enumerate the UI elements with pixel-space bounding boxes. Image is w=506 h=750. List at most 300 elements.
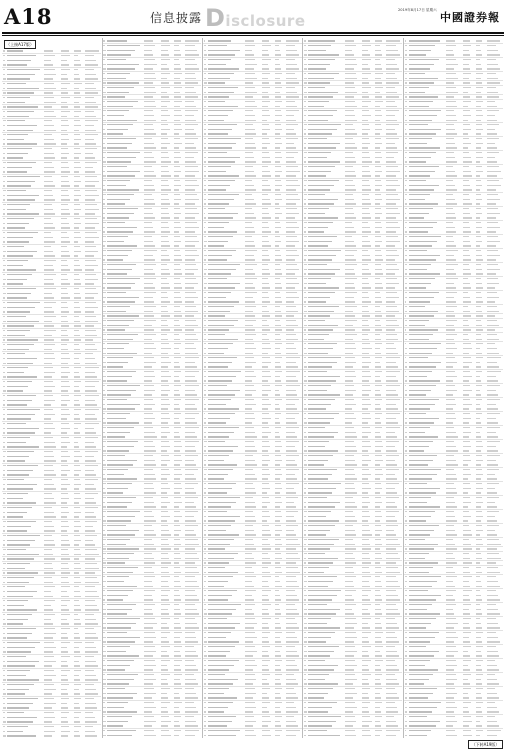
table-cell bbox=[61, 456, 70, 457]
table-cell bbox=[185, 292, 196, 293]
table-cell bbox=[144, 68, 153, 69]
table-cell bbox=[174, 586, 181, 587]
table-cell bbox=[61, 74, 67, 75]
table-cell bbox=[103, 399, 105, 400]
table-cell bbox=[107, 511, 140, 512]
table-cell bbox=[61, 596, 69, 597]
table-cell bbox=[3, 535, 6, 536]
table-cell bbox=[174, 194, 180, 195]
table-cell bbox=[7, 516, 23, 517]
table-cell bbox=[161, 371, 169, 372]
table-cell bbox=[185, 478, 196, 479]
table-cell bbox=[144, 54, 153, 55]
table-cell bbox=[107, 166, 126, 167]
table-cell bbox=[107, 334, 137, 335]
table-cell bbox=[107, 217, 129, 218]
table-cell bbox=[61, 535, 68, 536]
table-cell bbox=[44, 97, 54, 98]
table-cell bbox=[44, 442, 55, 443]
table-cell bbox=[144, 236, 151, 237]
table-cell bbox=[174, 637, 179, 638]
table-cell bbox=[103, 175, 105, 176]
table-cell bbox=[161, 693, 167, 694]
table-cell bbox=[161, 161, 170, 162]
table-cell bbox=[144, 59, 155, 60]
table-cell bbox=[103, 241, 106, 242]
table-cell bbox=[3, 628, 5, 629]
table-cell bbox=[174, 455, 180, 456]
table-cell bbox=[161, 273, 170, 274]
table-cell bbox=[61, 721, 68, 722]
table-cell bbox=[107, 199, 129, 200]
table-cell bbox=[161, 315, 169, 316]
table-cell bbox=[107, 194, 134, 195]
table-cell bbox=[44, 176, 52, 177]
continued-from-label: （上接A17版） bbox=[4, 40, 36, 49]
table-cell bbox=[74, 474, 79, 475]
table-cell bbox=[144, 469, 152, 470]
table-cell bbox=[61, 325, 69, 326]
table-cell bbox=[3, 623, 6, 624]
table-cell bbox=[208, 45, 227, 46]
table-cell bbox=[107, 54, 130, 55]
table-cell bbox=[245, 50, 252, 51]
table-cell bbox=[44, 353, 54, 354]
table-cell bbox=[44, 591, 51, 592]
table-cell bbox=[61, 181, 69, 182]
table-cell bbox=[174, 222, 180, 223]
table-cell bbox=[85, 572, 95, 573]
table-cell bbox=[85, 283, 94, 284]
table-cell bbox=[85, 376, 97, 377]
table-cell bbox=[61, 167, 69, 168]
table-cell bbox=[7, 190, 26, 191]
table-cell bbox=[7, 260, 28, 261]
table-cell bbox=[107, 255, 127, 256]
table-cell bbox=[185, 660, 194, 661]
table-cell bbox=[74, 116, 79, 117]
table-cell bbox=[185, 721, 195, 722]
table-cell bbox=[85, 209, 99, 210]
table-cell bbox=[107, 418, 126, 419]
table-cell bbox=[107, 492, 123, 493]
table-cell bbox=[7, 474, 29, 475]
table-cell bbox=[61, 568, 69, 569]
table-cell bbox=[161, 175, 170, 176]
table-cell bbox=[7, 353, 25, 354]
table-cell bbox=[74, 60, 80, 61]
table-cell bbox=[44, 526, 54, 527]
table-cell bbox=[161, 189, 170, 190]
table-cell bbox=[174, 707, 179, 708]
table-cell bbox=[7, 642, 40, 643]
table-cell bbox=[144, 511, 152, 512]
table-cell bbox=[107, 380, 127, 381]
table-cell bbox=[204, 50, 206, 51]
table-cell bbox=[144, 627, 153, 628]
table-cell bbox=[174, 674, 181, 675]
table-cell bbox=[44, 507, 52, 508]
table-cell bbox=[7, 251, 37, 252]
table-cell bbox=[185, 311, 198, 312]
table-cell bbox=[103, 632, 105, 633]
column-divider bbox=[102, 38, 103, 738]
table-cell bbox=[245, 54, 254, 55]
table-cell bbox=[103, 707, 105, 708]
table-cell bbox=[3, 460, 5, 461]
table-cell bbox=[161, 78, 167, 79]
table-cell bbox=[74, 642, 82, 643]
table-cell bbox=[44, 661, 56, 662]
table-cell bbox=[7, 582, 29, 583]
table-cell bbox=[174, 665, 179, 666]
table-cell bbox=[3, 596, 5, 597]
table-cell bbox=[107, 311, 125, 312]
table-cell bbox=[103, 450, 105, 451]
table-cell bbox=[85, 120, 98, 121]
table-cell bbox=[103, 418, 105, 419]
table-cell bbox=[85, 456, 94, 457]
table-cell bbox=[44, 102, 56, 103]
table-cell bbox=[44, 64, 53, 65]
table-cell bbox=[85, 311, 94, 312]
table-cell bbox=[161, 697, 168, 698]
table-cell bbox=[103, 474, 105, 475]
table-cell bbox=[107, 227, 137, 228]
table-cell bbox=[74, 363, 80, 364]
table-cell bbox=[161, 660, 170, 661]
table-cell bbox=[107, 502, 131, 503]
table-cell bbox=[85, 241, 94, 242]
table-cell bbox=[144, 278, 156, 279]
table-cell bbox=[7, 344, 34, 345]
table-cell bbox=[185, 702, 193, 703]
table-cell bbox=[3, 572, 5, 573]
table-cell bbox=[85, 134, 98, 135]
table-cell bbox=[7, 321, 39, 322]
table-cell bbox=[74, 307, 80, 308]
table-cell bbox=[185, 520, 195, 521]
table-cell bbox=[7, 721, 33, 722]
table-cell bbox=[44, 731, 55, 732]
table-cell bbox=[107, 175, 135, 176]
table-cell bbox=[44, 647, 56, 648]
table-cell bbox=[185, 357, 199, 358]
table-cell bbox=[61, 446, 67, 447]
table-cell bbox=[161, 334, 167, 335]
table-cell bbox=[85, 498, 94, 499]
table-cell bbox=[85, 204, 97, 205]
table-cell bbox=[144, 618, 155, 619]
table-cell bbox=[44, 199, 55, 200]
table-cell bbox=[208, 54, 235, 55]
table-cell bbox=[174, 716, 181, 717]
table-cell bbox=[144, 660, 154, 661]
table-cell bbox=[144, 380, 152, 381]
table-cell bbox=[185, 697, 197, 698]
table-cell bbox=[61, 358, 70, 359]
table-cell bbox=[74, 130, 79, 131]
table-cell bbox=[144, 539, 152, 540]
table-cell bbox=[174, 329, 181, 330]
table-cell bbox=[144, 264, 156, 265]
table-cell bbox=[161, 623, 167, 624]
table-cell bbox=[161, 213, 169, 214]
table-cell bbox=[107, 82, 138, 83]
table-cell bbox=[61, 50, 69, 51]
table-cell bbox=[61, 735, 68, 736]
table-cell bbox=[144, 586, 153, 587]
table-cell bbox=[174, 590, 179, 591]
table-cell bbox=[174, 180, 180, 181]
table-cell bbox=[107, 446, 133, 447]
table-cell bbox=[3, 376, 6, 377]
table-cell bbox=[7, 78, 30, 79]
table-cell bbox=[107, 404, 139, 405]
table-cell bbox=[185, 502, 194, 503]
table-cell bbox=[61, 647, 67, 648]
table-cell bbox=[161, 404, 170, 405]
table-cell bbox=[3, 139, 5, 140]
table-cell bbox=[7, 698, 38, 699]
table-cell bbox=[174, 688, 181, 689]
table-cell bbox=[61, 255, 70, 256]
table-cell bbox=[144, 40, 153, 41]
table-cell bbox=[144, 613, 153, 614]
table-cell bbox=[185, 460, 194, 461]
table-cell bbox=[74, 269, 82, 270]
table-cell bbox=[3, 83, 5, 84]
table-cell bbox=[185, 269, 198, 270]
table-cell bbox=[61, 521, 68, 522]
section-title-rest: isclosure bbox=[225, 12, 305, 30]
table-cell bbox=[44, 540, 54, 541]
table-cell bbox=[3, 693, 6, 694]
table-cell bbox=[61, 237, 69, 238]
table-cell bbox=[107, 96, 125, 97]
table-cell bbox=[107, 520, 130, 521]
table-cell bbox=[61, 307, 68, 308]
table-cell bbox=[44, 735, 52, 736]
table-cell bbox=[61, 418, 67, 419]
table-cell bbox=[144, 441, 153, 442]
table-cell bbox=[144, 446, 154, 447]
table-cell bbox=[44, 283, 54, 284]
table-cell bbox=[144, 599, 153, 600]
table-cell bbox=[44, 74, 56, 75]
table-cell bbox=[161, 576, 170, 577]
table-cell bbox=[144, 301, 154, 302]
table-cell bbox=[61, 619, 67, 620]
table-cell bbox=[85, 102, 96, 103]
table-cell bbox=[144, 492, 156, 493]
table-cell bbox=[44, 232, 51, 233]
table-cell bbox=[107, 581, 124, 582]
table-cell bbox=[144, 152, 152, 153]
table-cell bbox=[44, 78, 53, 79]
table-cell bbox=[74, 111, 81, 112]
table-cell bbox=[7, 363, 33, 364]
table-cell bbox=[144, 558, 153, 559]
table-cell bbox=[174, 422, 180, 423]
table-cell bbox=[144, 245, 155, 246]
table-cell bbox=[161, 609, 167, 610]
table-cell bbox=[7, 432, 35, 433]
table-cell bbox=[74, 302, 79, 303]
table-cell bbox=[185, 623, 196, 624]
table-cell bbox=[174, 245, 178, 246]
table-cell bbox=[85, 446, 96, 447]
table-cell bbox=[144, 311, 152, 312]
table-cell bbox=[107, 441, 138, 442]
table-cell bbox=[161, 236, 167, 237]
table-cell bbox=[44, 586, 55, 587]
table-cell bbox=[74, 409, 81, 410]
table-cell bbox=[103, 78, 105, 79]
table-cell bbox=[174, 250, 179, 251]
table-cell bbox=[61, 297, 70, 298]
table-cell bbox=[7, 232, 38, 233]
table-cell bbox=[74, 55, 78, 56]
table-cell bbox=[144, 553, 152, 554]
table-cell bbox=[103, 311, 106, 312]
table-cell bbox=[103, 613, 106, 614]
table-cell bbox=[107, 637, 139, 638]
table-cell bbox=[44, 130, 56, 131]
table-cell bbox=[103, 213, 105, 214]
table-cell bbox=[61, 274, 67, 275]
table-cell bbox=[3, 530, 5, 531]
table-cell bbox=[103, 87, 105, 88]
table-cell bbox=[3, 106, 6, 107]
table-cell bbox=[44, 521, 52, 522]
table-cell bbox=[185, 78, 196, 79]
table-cell bbox=[185, 558, 199, 559]
table-cell bbox=[3, 558, 5, 559]
table-cell bbox=[107, 506, 127, 507]
table-cell bbox=[161, 478, 167, 479]
table-cell bbox=[3, 600, 5, 601]
table-cell bbox=[74, 395, 81, 396]
table-cell bbox=[7, 623, 23, 624]
table-cell bbox=[44, 628, 55, 629]
table-cell bbox=[107, 483, 132, 484]
table-cell bbox=[103, 558, 105, 559]
table-cell bbox=[144, 576, 155, 577]
table-cell bbox=[161, 669, 168, 670]
table-cell bbox=[107, 399, 126, 400]
table-cell bbox=[44, 512, 54, 513]
table-cell bbox=[185, 315, 194, 316]
table-cell bbox=[144, 422, 151, 423]
table-cell bbox=[185, 278, 196, 279]
table-cell bbox=[161, 50, 167, 51]
table-cell bbox=[174, 627, 180, 628]
table-cell bbox=[44, 349, 52, 350]
table-cell bbox=[44, 288, 56, 289]
table-cell bbox=[85, 642, 94, 643]
table-cell bbox=[44, 111, 54, 112]
table-cell bbox=[85, 693, 98, 694]
table-cell bbox=[161, 399, 169, 400]
table-cell bbox=[174, 483, 180, 484]
table-cell bbox=[61, 484, 70, 485]
table-cell bbox=[185, 548, 195, 549]
table-cell bbox=[61, 162, 68, 163]
table-cell bbox=[61, 628, 70, 629]
table-cell bbox=[44, 609, 53, 610]
table-cell bbox=[7, 106, 38, 107]
table-cell bbox=[3, 78, 6, 79]
table-cell bbox=[262, 40, 270, 41]
table-cell bbox=[7, 526, 31, 527]
table-cell bbox=[107, 711, 136, 712]
table-cell bbox=[161, 707, 167, 708]
table-cell bbox=[103, 329, 105, 330]
table-cell bbox=[3, 586, 5, 587]
table-cell bbox=[286, 54, 299, 55]
table-cell bbox=[103, 548, 105, 549]
table-cell bbox=[144, 297, 152, 298]
table-cell bbox=[103, 432, 105, 433]
table-cell bbox=[85, 540, 93, 541]
table-cell bbox=[74, 78, 80, 79]
table-cell bbox=[74, 679, 80, 680]
table-cell bbox=[103, 413, 105, 414]
table-cell bbox=[185, 50, 196, 51]
table-cell bbox=[275, 40, 282, 41]
table-cell bbox=[61, 241, 70, 242]
table-cell bbox=[185, 59, 194, 60]
table-cell bbox=[7, 689, 29, 690]
table-cell bbox=[174, 730, 181, 731]
table-cell bbox=[7, 102, 25, 103]
table-cell bbox=[144, 96, 152, 97]
table-cell bbox=[85, 64, 98, 65]
table-cell bbox=[107, 320, 134, 321]
table-cell bbox=[161, 166, 168, 167]
table-cell bbox=[161, 343, 169, 344]
table-cell bbox=[103, 278, 105, 279]
table-cell bbox=[3, 181, 5, 182]
table-cell bbox=[144, 488, 154, 489]
table-cell bbox=[3, 251, 6, 252]
table-cell bbox=[185, 199, 199, 200]
table-cell bbox=[161, 92, 167, 93]
table-cell bbox=[174, 464, 179, 465]
table-cell bbox=[103, 138, 106, 139]
table-cell bbox=[7, 372, 24, 373]
table-cell bbox=[107, 161, 131, 162]
table-cell bbox=[74, 125, 81, 126]
table-cell bbox=[161, 227, 169, 228]
table-cell bbox=[161, 222, 167, 223]
table-cell bbox=[185, 171, 199, 172]
table-cell bbox=[44, 181, 53, 182]
table-cell bbox=[85, 88, 96, 89]
table-cell bbox=[7, 125, 37, 126]
table-cell bbox=[185, 427, 198, 428]
table-cell bbox=[185, 446, 194, 447]
table-cell bbox=[74, 675, 79, 676]
table-cell bbox=[3, 353, 5, 354]
table-cell bbox=[3, 237, 5, 238]
table-cell bbox=[107, 693, 137, 694]
table-cell bbox=[174, 604, 178, 605]
table-cell bbox=[107, 92, 129, 93]
table-cell bbox=[161, 632, 170, 633]
table-cell bbox=[44, 106, 52, 107]
